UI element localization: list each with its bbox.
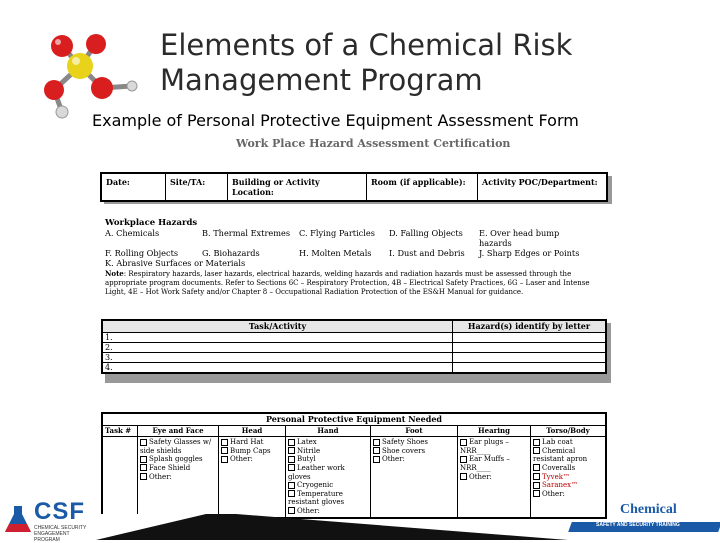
csf-logo-sub1: CHEMICAL SECURITY	[34, 525, 87, 531]
hazard-item: G. Biohazards	[202, 248, 260, 258]
ppe-title: Personal Protective Equipment Needed	[102, 413, 606, 425]
ppe-hearing-list	[458, 437, 531, 518]
hazard-item: B. Thermal Extremes	[202, 228, 291, 238]
checkbox-icon[interactable]	[533, 447, 540, 454]
hazard-item: E. Over head bump hazards	[479, 228, 560, 248]
chem-logo-text: Chemical	[620, 502, 677, 517]
checkbox-icon[interactable]	[288, 490, 295, 497]
checkbox-icon[interactable]	[460, 439, 467, 446]
ppe-option: Other:	[460, 473, 528, 482]
chem-logo-sub: SAFETY AND SECURITY TRAINING	[596, 522, 680, 528]
checkbox-icon[interactable]	[221, 439, 228, 446]
ppe-option: Hard Hat	[221, 438, 283, 447]
ppe-option: Butyl	[288, 455, 368, 464]
ppe-option: Coveralls	[533, 464, 603, 473]
checkbox-icon[interactable]	[221, 447, 228, 454]
task-table	[101, 319, 607, 374]
checkbox-icon[interactable]	[140, 439, 147, 446]
ppe-col-foot: Foot	[371, 425, 458, 437]
ppe-option: Ear plugs – NRR____	[460, 438, 509, 455]
checkbox-icon[interactable]	[460, 473, 467, 480]
hazard-item: H. Molten Metals	[299, 248, 372, 258]
form-heading: Work Place Hazard Assessment Certification	[236, 137, 511, 150]
ppe-eye-list	[138, 437, 219, 518]
ppe-col-task: Task #	[102, 425, 138, 437]
ppe-option: Nitrile	[288, 447, 368, 456]
hazard-item: F. Rolling Objects	[105, 248, 179, 258]
ppe-option: Other:	[533, 490, 603, 499]
info-site: Site/TA:	[166, 173, 228, 201]
task-row: 4.	[102, 363, 453, 374]
ppe-table	[101, 412, 607, 519]
hazard-header	[453, 320, 607, 333]
checkbox-icon[interactable]	[288, 482, 295, 489]
info-table	[100, 172, 608, 202]
ppe-option: Temperature resistant gloves	[288, 489, 345, 507]
task-hazard-cell	[453, 353, 607, 363]
csf-logo-sub2: ENGAGEMENT PROGRAM	[34, 531, 70, 543]
chemical-safety-logo	[570, 500, 720, 540]
task-header: Task/Activity	[102, 320, 453, 333]
info-location: Building or Activity Location:	[228, 173, 367, 201]
ppe-col-torso: Torso/Body	[531, 425, 607, 437]
ppe-foot-list	[371, 437, 458, 518]
ppe-option: Shoe covers	[373, 447, 455, 456]
ppe-col-eye: Eye and Face	[138, 425, 219, 437]
ppe-option: Lab coat	[533, 438, 603, 447]
ppe-option: Bump Caps	[221, 447, 283, 456]
ppe-option: Other:	[288, 507, 368, 516]
info-poc: Activity POC/Department:	[478, 173, 608, 201]
checkbox-icon[interactable]	[533, 482, 540, 489]
ppe-hand-list	[286, 437, 371, 518]
checkbox-icon[interactable]	[288, 439, 295, 446]
checkbox-icon[interactable]	[140, 456, 147, 463]
footer-bar	[96, 514, 568, 540]
ppe-option: Leather work gloves	[288, 463, 345, 481]
checkbox-icon[interactable]	[140, 464, 147, 471]
task-row: 1.	[102, 333, 453, 343]
ppe-option: Other:	[373, 455, 455, 464]
note-body: : Respiratory hazards, laser hazards, electrical hazards, welding hazards and radiation hazards must be assessed through the appropriate program documents. Refer to Sections 6C – Respiratory Protection, 4B – Electrical Safety Practices, 6G – Laser and Intense Light, 4E – Hot Work Safety and/or Chapter 8 – Occupational Radiation Protection of the ES&H Manual for guidance.	[105, 270, 590, 296]
ppe-option: Safety Shoes	[373, 438, 455, 447]
hazard-item: J. Sharp Edges or Points	[479, 248, 580, 258]
hazards-title: Workplace Hazards	[105, 218, 198, 228]
ppe-option: Ear Muffs – NRR____	[460, 455, 510, 472]
ppe-option: Splash goggles	[140, 455, 216, 464]
csf-logo	[0, 496, 95, 543]
ppe-option: Tyvek™	[533, 473, 603, 482]
slide-title: Elements of a Chemical Risk Management Program	[160, 28, 573, 97]
checkbox-icon[interactable]	[373, 456, 380, 463]
task-row: 2.	[102, 343, 453, 353]
checkbox-icon[interactable]	[533, 490, 540, 497]
checkbox-icon[interactable]	[288, 447, 295, 454]
note-text	[105, 269, 605, 297]
hazard-item: I. Dust and Debris	[389, 248, 465, 258]
info-room: Room (if applicable):	[367, 173, 478, 201]
ppe-option: Face Shield	[140, 464, 216, 473]
hazards-row	[105, 248, 589, 258]
task-hazard-cell	[453, 343, 607, 353]
hazards-row	[105, 258, 589, 268]
hazard-item: D. Falling Objects	[389, 228, 463, 238]
hazard-item: K. Abrasive Surfaces or Materials	[105, 258, 246, 268]
checkbox-icon[interactable]	[533, 439, 540, 446]
csf-logo-text: CSF	[34, 498, 85, 525]
checkbox-icon[interactable]	[288, 464, 295, 471]
hazard-header-rest: identify by letter	[512, 321, 591, 331]
task-hazard-cell	[453, 333, 607, 343]
ppe-option: Other:	[221, 455, 283, 464]
checkbox-icon[interactable]	[373, 439, 380, 446]
task-row: 3.	[102, 353, 453, 363]
flask-icon	[3, 504, 33, 534]
workplace-hazards	[105, 218, 589, 268]
task-hazard-cell	[453, 363, 607, 374]
checkbox-icon[interactable]	[221, 456, 228, 463]
ppe-task-cell	[102, 437, 138, 518]
slide-subtitle: Example of Personal Protective Equipment Assessment Form	[92, 111, 579, 130]
ppe-option: Chemical resistant apron	[533, 446, 588, 464]
ppe-col-hand: Hand	[286, 425, 371, 437]
ppe-option: Safety Glasses w/ side shields	[140, 438, 212, 455]
ppe-head-list	[219, 437, 286, 518]
ppe-col-hearing: Hearing	[458, 425, 531, 437]
checkbox-icon[interactable]	[460, 456, 467, 463]
checkbox-icon[interactable]	[373, 447, 380, 454]
ppe-col-head: Head	[219, 425, 286, 437]
ppe-option: Latex	[288, 438, 368, 447]
ppe-option: Cryogenic	[288, 481, 368, 490]
hazard-item: C. Flying Particles	[299, 228, 375, 238]
ppe-option: Saranex™	[533, 481, 603, 490]
hazards-row	[105, 228, 589, 248]
checkbox-icon[interactable]	[533, 464, 540, 471]
info-date: Date:	[101, 173, 166, 201]
checkbox-icon[interactable]	[288, 456, 295, 463]
ppe-option: Other:	[140, 473, 216, 482]
note-label: Note	[105, 269, 124, 278]
checkbox-icon[interactable]	[533, 473, 540, 480]
hazard-header-bold: Hazard(s)	[467, 321, 513, 331]
checkbox-icon[interactable]	[140, 473, 147, 480]
hazard-item: A. Chemicals	[105, 228, 160, 238]
